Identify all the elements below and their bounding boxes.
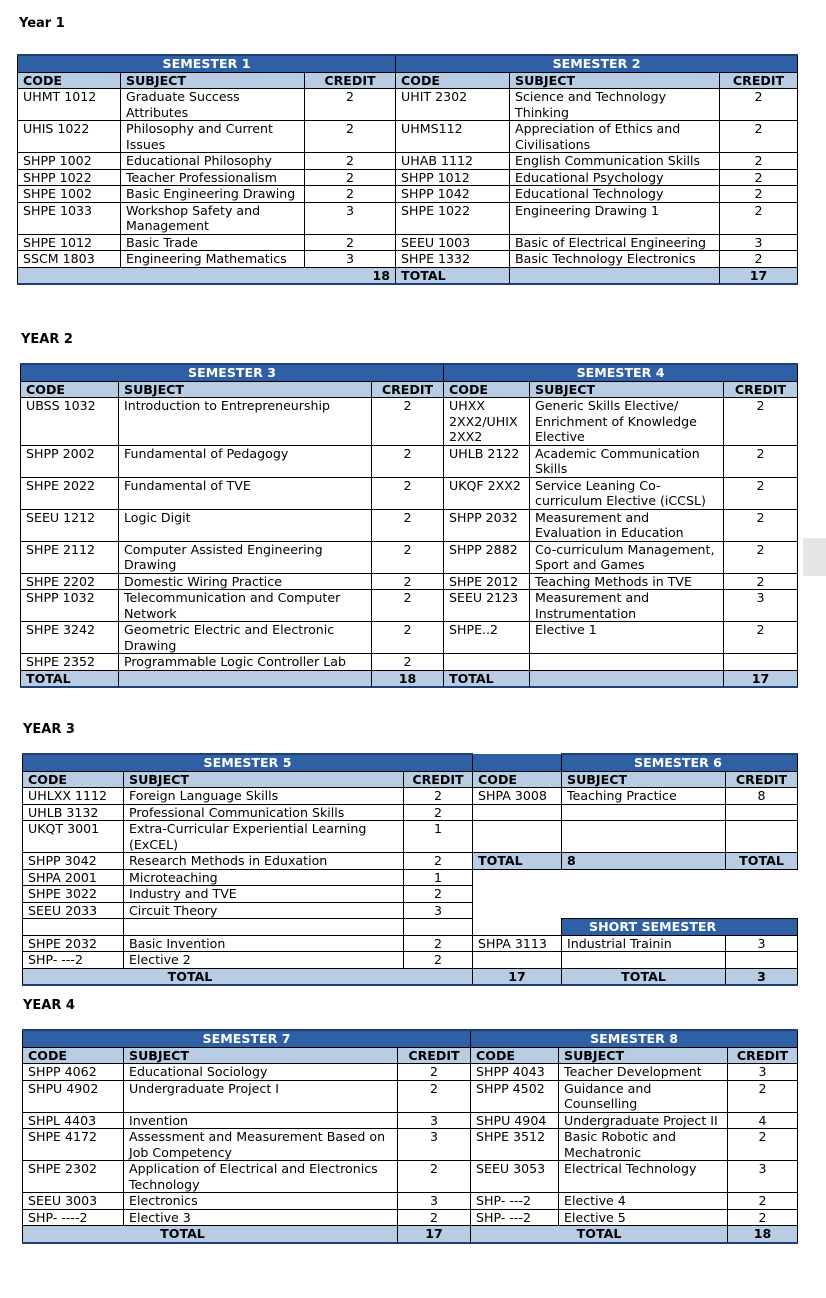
- table-row: [21, 573, 798, 590]
- table-row: [23, 1112, 798, 1129]
- col-credit: CREDIT: [372, 381, 444, 398]
- subject-cell: [124, 919, 404, 936]
- year-4-heading: YEAR 4: [23, 998, 75, 1013]
- table-row: [23, 1129, 798, 1161]
- credit-cell: 4: [728, 1112, 798, 1129]
- year-2-heading: YEAR 2: [21, 332, 73, 347]
- subject-cell: Measurement and Instrumentation: [530, 590, 724, 622]
- table-row: [23, 869, 798, 886]
- subject-cell: Fundamental of TVE: [119, 477, 372, 509]
- table-row: [23, 804, 798, 821]
- col-code: CODE: [396, 72, 510, 89]
- subject-cell: Teaching Practice: [562, 788, 726, 805]
- code-cell: SHPP 2882: [444, 541, 530, 573]
- credit-cell: 2: [724, 445, 798, 477]
- table-row: [23, 821, 798, 853]
- subject-cell: Workshop Safety and Management: [121, 202, 305, 234]
- credit-cell: 2: [724, 622, 798, 654]
- total-label-s6-right: TOTAL: [726, 853, 798, 870]
- subject-cell: Undergraduate Project II: [559, 1112, 728, 1129]
- credit-cell: 2: [305, 234, 396, 251]
- total-label-s2: TOTAL: [396, 267, 510, 284]
- subject-cell: Research Methods in Eduxation: [124, 853, 404, 870]
- table-row: [18, 89, 798, 121]
- code-cell: SHPE 1033: [18, 202, 121, 234]
- credit-cell: 2: [372, 590, 444, 622]
- table-row: [18, 251, 798, 268]
- subject-cell: Electronics: [124, 1193, 398, 1210]
- subject-cell: Domestic Wiring Practice: [119, 573, 372, 590]
- subject-cell: Philosophy and Current Issues: [121, 121, 305, 153]
- total-label-s3: TOTAL: [21, 670, 119, 687]
- col-subject: SUBJECT: [124, 1047, 398, 1064]
- table-row: [23, 1161, 798, 1193]
- total-s4-value: 17: [724, 670, 798, 687]
- subject-cell: Programmable Logic Controller Lab: [119, 654, 372, 671]
- code-cell: SHPE 2352: [21, 654, 119, 671]
- code-cell: SHPE..2: [444, 622, 530, 654]
- table-body: [21, 398, 798, 671]
- table-row: [21, 541, 798, 573]
- semester-1-header: SEMESTER 1: [18, 55, 396, 72]
- credit-cell: 2: [305, 186, 396, 203]
- credit-cell: 2: [398, 1080, 471, 1112]
- credit-cell: 8: [726, 788, 798, 805]
- credit-cell: 2: [404, 853, 473, 870]
- code-cell: UHLB 2122: [444, 445, 530, 477]
- col-credit: CREDIT: [726, 771, 798, 788]
- total-label-s8: TOTAL: [471, 1226, 728, 1243]
- code-cell: SSCM 1803: [18, 251, 121, 268]
- col-code: CODE: [23, 771, 124, 788]
- table-row: [23, 788, 798, 805]
- subject-cell: Teaching Methods in TVE: [530, 573, 724, 590]
- code-cell: SHPE 4172: [23, 1129, 124, 1161]
- table-row: [23, 952, 798, 969]
- col-subject: SUBJECT: [510, 72, 720, 89]
- code-cell: UHMS112: [396, 121, 510, 153]
- code-cell: SHPE 1012: [18, 234, 121, 251]
- col-subject: SUBJECT: [119, 381, 372, 398]
- total-s1-value: 18: [372, 267, 391, 283]
- credit-cell: 2: [372, 509, 444, 541]
- subject-cell: Industrial Trainin: [562, 935, 726, 952]
- table-row: [18, 186, 798, 203]
- year-3-body: [23, 788, 798, 969]
- code-cell: SHPE 2012: [444, 573, 530, 590]
- credit-cell: 3: [728, 1064, 798, 1081]
- code-cell: UHAB 1112: [396, 153, 510, 170]
- short-semester-header: SHORT SEMESTER: [562, 919, 798, 936]
- subject-cell: Invention: [124, 1112, 398, 1129]
- credit-cell: 3: [305, 251, 396, 268]
- semester-6-header: SEMESTER 6: [562, 754, 798, 771]
- col-code: CODE: [444, 381, 530, 398]
- code-cell: SHPE 2022: [21, 477, 119, 509]
- code-cell: SHPP 4062: [23, 1064, 124, 1081]
- table-body: [18, 89, 798, 268]
- subject-cell: Basic Robotic and Mechatronic: [559, 1129, 728, 1161]
- total-label-s5: TOTAL: [23, 968, 473, 985]
- subject-cell: Elective 5: [559, 1209, 728, 1226]
- code-cell: SHPE 3512: [471, 1129, 559, 1161]
- col-credit: CREDIT: [404, 771, 473, 788]
- year-3-table: [22, 753, 798, 986]
- table-row: [21, 398, 798, 446]
- subject-cell: Appreciation of Ethics and Civilisations: [510, 121, 720, 153]
- table-body: [23, 1064, 798, 1226]
- credit-cell: 3: [726, 935, 798, 952]
- code-cell: SHP- ----2: [23, 1209, 124, 1226]
- credit-cell: 2: [724, 573, 798, 590]
- credit-cell: 2: [305, 153, 396, 170]
- subject-cell: [530, 654, 724, 671]
- code-cell: SEEU 3003: [23, 1193, 124, 1210]
- credit-cell: 2: [404, 886, 473, 903]
- credit-cell: 2: [724, 541, 798, 573]
- total-s6-value: 8: [562, 853, 726, 870]
- subject-cell: Co-curriculum Management, Sport and Games: [530, 541, 724, 573]
- code-cell: SHPE 2032: [23, 935, 124, 952]
- credit-cell: 2: [720, 121, 798, 153]
- credit-cell: 3: [404, 902, 473, 919]
- subject-cell: Basic Trade: [121, 234, 305, 251]
- credit-cell: 2: [372, 445, 444, 477]
- table-row: [21, 622, 798, 654]
- year-1-table: [17, 54, 798, 285]
- semester-3-header: SEMESTER 3: [21, 364, 444, 381]
- col-subject: SUBJECT: [562, 771, 726, 788]
- code-cell: SHPA 3008: [473, 788, 562, 805]
- subject-cell: Circuit Theory: [124, 902, 404, 919]
- subject-cell: Elective 3: [124, 1209, 398, 1226]
- subject-cell: Fundamental of Pedagogy: [119, 445, 372, 477]
- col-credit: CREDIT: [728, 1047, 798, 1064]
- subject-cell: Science and Technology Thinking: [510, 89, 720, 121]
- subject-cell: Educational Psychology: [510, 169, 720, 186]
- year-1-heading: Year 1: [19, 16, 65, 31]
- semester-4-header: SEMESTER 4: [444, 364, 798, 381]
- col-credit: CREDIT: [724, 381, 798, 398]
- subject-cell: Assessment and Measurement Based on Job Competency: [124, 1129, 398, 1161]
- col-subject: SUBJECT: [530, 381, 724, 398]
- code-cell: UHLB 3132: [23, 804, 124, 821]
- subject-cell: Elective 4: [559, 1193, 728, 1210]
- subject-cell: Undergraduate Project I: [124, 1080, 398, 1112]
- table-row: [18, 169, 798, 186]
- table-row: [23, 919, 798, 936]
- table-row: [23, 902, 798, 919]
- code-cell: SHPP 1042: [396, 186, 510, 203]
- subject-cell: Industry and TVE: [124, 886, 404, 903]
- credit-cell: 2: [372, 573, 444, 590]
- code-cell: SHP- ---2: [471, 1209, 559, 1226]
- subject-cell: Basic Engineering Drawing: [121, 186, 305, 203]
- subject-cell: Graduate Success Attributes: [121, 89, 305, 121]
- subject-cell: Educational Philosophy: [121, 153, 305, 170]
- code-cell: SHPU 4902: [23, 1080, 124, 1112]
- code-cell: [444, 654, 530, 671]
- code-cell: SHPU 4904: [471, 1112, 559, 1129]
- code-cell: UKQF 2XX2: [444, 477, 530, 509]
- code-cell: SHPP 1022: [18, 169, 121, 186]
- code-cell: SHPA 3113: [473, 935, 562, 952]
- credit-cell: 2: [728, 1129, 798, 1161]
- credit-cell: 3: [398, 1112, 471, 1129]
- code-cell: SHPP 2032: [444, 509, 530, 541]
- code-cell: SHPE 2302: [23, 1161, 124, 1193]
- credit-cell: 2: [305, 89, 396, 121]
- credit-cell: 3: [720, 234, 798, 251]
- code-cell: SHPE 3022: [23, 886, 124, 903]
- credit-cell: 2: [404, 788, 473, 805]
- subject-cell: Geometric Electric and Electronic Drawing: [119, 622, 372, 654]
- credit-cell: 2: [398, 1209, 471, 1226]
- code-cell: SHPE 3242: [21, 622, 119, 654]
- total-s2-value: 17: [720, 267, 798, 284]
- table-row: [18, 153, 798, 170]
- subject-cell: Engineering Drawing 1: [510, 202, 720, 234]
- credit-cell: 2: [724, 398, 798, 446]
- credit-cell: 2: [724, 477, 798, 509]
- credit-cell: 3: [728, 1161, 798, 1193]
- code-cell: UHMT 1012: [18, 89, 121, 121]
- col-subject: SUBJECT: [124, 771, 404, 788]
- col-credit: CREDIT: [398, 1047, 471, 1064]
- code-cell: UBSS 1032: [21, 398, 119, 446]
- subject-cell: Logic Digit: [119, 509, 372, 541]
- credit-cell: 2: [372, 541, 444, 573]
- code-cell: SHPP 4043: [471, 1064, 559, 1081]
- table-row: [23, 1064, 798, 1081]
- code-cell: SHPE 2202: [21, 573, 119, 590]
- table-row: [23, 935, 798, 952]
- year-4-table: [22, 1029, 798, 1244]
- total-label-s1: [18, 267, 396, 284]
- credit-cell: 1: [404, 869, 473, 886]
- subject-cell: Application of Electrical and Electronics Technology: [124, 1161, 398, 1193]
- subject-cell: Engineering Mathematics: [121, 251, 305, 268]
- subject-cell: Academic Communication Skills: [530, 445, 724, 477]
- credit-cell: 2: [728, 1080, 798, 1112]
- credit-cell: 2: [372, 398, 444, 446]
- table-row: [21, 477, 798, 509]
- subject-cell: Generic Skills Elective/ Enrichment of Knowledge Elective: [530, 398, 724, 446]
- semester-8-header: SEMESTER 8: [471, 1030, 798, 1047]
- code-cell: UHXX 2XX2/UHIX 2XX2: [444, 398, 530, 446]
- credit-cell: [724, 654, 798, 671]
- total-label-s7: TOTAL: [23, 1226, 398, 1243]
- subject-cell: Guidance and Counselling: [559, 1080, 728, 1112]
- credit-cell: 2: [398, 1161, 471, 1193]
- subject-cell: Telecommunication and Computer Network: [119, 590, 372, 622]
- code-cell: [23, 919, 124, 936]
- credit-cell: [404, 919, 473, 936]
- code-cell: SHPE 2112: [21, 541, 119, 573]
- code-cell: SHPP 1002: [18, 153, 121, 170]
- table-row: [18, 234, 798, 251]
- credit-cell: 2: [728, 1209, 798, 1226]
- subject-cell: Teacher Professionalism: [121, 169, 305, 186]
- subject-cell: Teacher Development: [559, 1064, 728, 1081]
- total-label-short: TOTAL: [562, 968, 726, 985]
- code-cell: SHPA 2001: [23, 869, 124, 886]
- subject-cell: Basic Technology Electronics: [510, 251, 720, 268]
- year-3-heading: YEAR 3: [23, 722, 75, 737]
- table-row: [21, 445, 798, 477]
- credit-cell: 2: [305, 121, 396, 153]
- subject-cell: Microteaching: [124, 869, 404, 886]
- credit-cell: 2: [720, 169, 798, 186]
- semester-7-header: SEMESTER 7: [23, 1030, 471, 1047]
- table-row: [21, 654, 798, 671]
- code-cell: UKQT 3001: [23, 821, 124, 853]
- subject-cell: Measurement and Evaluation in Education: [530, 509, 724, 541]
- subject-cell: Service Leaning Co-curriculum Elective (iCCSL): [530, 477, 724, 509]
- credit-cell: 2: [720, 153, 798, 170]
- col-code: CODE: [471, 1047, 559, 1064]
- subject-cell: Professional Communication Skills: [124, 804, 404, 821]
- table-row: [23, 853, 798, 870]
- code-cell: SHPP 1012: [396, 169, 510, 186]
- table-row: [23, 1193, 798, 1210]
- credit-cell: 2: [404, 952, 473, 969]
- credit-cell: 3: [398, 1129, 471, 1161]
- code-cell: SEEU 1212: [21, 509, 119, 541]
- col-code: CODE: [23, 1047, 124, 1064]
- subject-cell: Electrical Technology: [559, 1161, 728, 1193]
- table-row: [18, 121, 798, 153]
- code-cell: SEEU 3053: [471, 1161, 559, 1193]
- subject-cell: Computer Assisted Engineering Drawing: [119, 541, 372, 573]
- col-subject: SUBJECT: [121, 72, 305, 89]
- total-label-s4: TOTAL: [444, 670, 530, 687]
- code-cell: SEEU 2033: [23, 902, 124, 919]
- total-s8-value: 18: [728, 1226, 798, 1243]
- code-cell: SHPP 3042: [23, 853, 124, 870]
- total-s7-value: 17: [398, 1226, 471, 1243]
- credit-cell: 2: [398, 1064, 471, 1081]
- code-cell: SHP- ---2: [471, 1193, 559, 1210]
- code-cell: SHPL 4403: [23, 1112, 124, 1129]
- table-row: [23, 1080, 798, 1112]
- code-cell: SHPE 1332: [396, 251, 510, 268]
- total-s5-value: 17: [473, 968, 562, 985]
- code-cell: SHPP 2002: [21, 445, 119, 477]
- credit-cell: 3: [724, 590, 798, 622]
- col-subject: SUBJECT: [559, 1047, 728, 1064]
- semester-5-header: SEMESTER 5: [23, 754, 473, 771]
- credit-cell: 2: [720, 202, 798, 234]
- col-code: CODE: [21, 381, 119, 398]
- subject-cell: English Communication Skills: [510, 153, 720, 170]
- table-row: [23, 886, 798, 903]
- table-row: [21, 509, 798, 541]
- credit-cell: 2: [720, 89, 798, 121]
- table-row: [23, 1209, 798, 1226]
- col-credit: CREDIT: [305, 72, 396, 89]
- credit-cell: 2: [720, 186, 798, 203]
- code-cell: SHPP 1032: [21, 590, 119, 622]
- col-code: CODE: [18, 72, 121, 89]
- year-2-table: [20, 363, 798, 688]
- credit-cell: 2: [305, 169, 396, 186]
- credit-cell: 1: [404, 821, 473, 853]
- total-label-s6: TOTAL: [473, 853, 562, 870]
- edge-artifact-right: [803, 538, 826, 576]
- total-s3-value: 18: [372, 670, 444, 687]
- subject-cell: Basic of Electrical Engineering: [510, 234, 720, 251]
- semester-2-header: SEMESTER 2: [396, 55, 798, 72]
- table-row: [18, 202, 798, 234]
- total-short-value: 3: [726, 968, 798, 985]
- code-cell: SEEU 1003: [396, 234, 510, 251]
- credit-cell: 3: [398, 1193, 471, 1210]
- code-cell: SEEU 2123: [444, 590, 530, 622]
- code-cell: SHPE 1002: [18, 186, 121, 203]
- code-cell: SHP- ---2: [23, 952, 124, 969]
- col-credit: CREDIT: [720, 72, 798, 89]
- credit-cell: 2: [724, 509, 798, 541]
- credit-cell: 2: [404, 804, 473, 821]
- credit-cell: 2: [372, 622, 444, 654]
- subject-cell: Extra-Curricular Experiential Learning (ExCEL): [124, 821, 404, 853]
- subject-cell: Elective 1: [530, 622, 724, 654]
- code-cell: SHPP 4502: [471, 1080, 559, 1112]
- code-cell: UHIS 1022: [18, 121, 121, 153]
- credit-cell: 2: [372, 654, 444, 671]
- code-cell: UHLXX 1112: [23, 788, 124, 805]
- table-row: [21, 590, 798, 622]
- subject-cell: Educational Technology: [510, 186, 720, 203]
- credit-cell: 2: [728, 1193, 798, 1210]
- subject-cell: Foreign Language Skills: [124, 788, 404, 805]
- credit-cell: 2: [372, 477, 444, 509]
- credit-cell: 3: [305, 202, 396, 234]
- subject-cell: Basic Invention: [124, 935, 404, 952]
- subject-cell: Introduction to Entrepreneurship: [119, 398, 372, 446]
- code-cell: UHIT 2302: [396, 89, 510, 121]
- col-code: CODE: [473, 771, 562, 788]
- credit-cell: 2: [404, 935, 473, 952]
- code-cell: SHPE 1022: [396, 202, 510, 234]
- credit-cell: 2: [720, 251, 798, 268]
- subject-cell: Educational Sociology: [124, 1064, 398, 1081]
- subject-cell: Elective 2: [124, 952, 404, 969]
